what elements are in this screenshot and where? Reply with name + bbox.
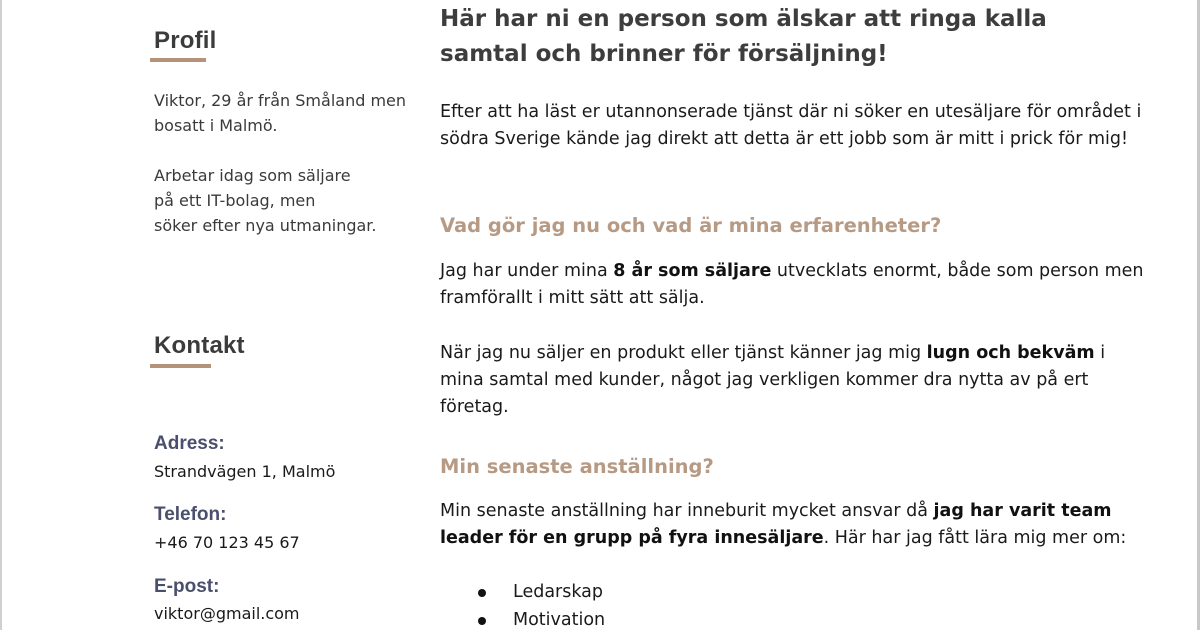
email-label: E-post: <box>154 576 220 597</box>
address-value: Strandvägen 1, Malmö <box>154 462 336 481</box>
experience-heading: Vad gör jag nu och vad är mina erfarenheter? <box>440 214 942 237</box>
bold-text-run: jag har varit team leader för en grupp på fyra innesäljare <box>440 501 1112 548</box>
bold-text-run: 8 år som säljare <box>613 261 772 281</box>
phone-value: +46 70 123 45 67 <box>154 533 300 552</box>
phone-label: Telefon: <box>154 504 227 525</box>
profile-heading-underline <box>150 58 206 62</box>
profile-line: Arbetar idag som säljare <box>154 166 351 185</box>
letter-title: Här har ni en person som älskar att ringa kalla samtal och brinner för försäljning! <box>440 6 1047 67</box>
contact-heading-underline <box>150 364 211 368</box>
address-label: Adress: <box>154 433 225 454</box>
list-item-label: Ledarskap <box>513 582 604 602</box>
profile-text-2 <box>154 163 414 238</box>
bold-text-run: lugn och bekväm <box>926 343 1095 363</box>
email-value: viktor@gmail.com <box>154 604 300 623</box>
bullet-icon <box>478 617 486 625</box>
text-run: utvecklats enormt, både som person men framförallt i mitt sätt att sälja. <box>440 261 1144 308</box>
profile-line: söker efter nya utmaningar. <box>154 216 377 235</box>
text-run: När jag nu säljer en produkt eller tjänst känner jag mig <box>440 343 927 363</box>
profile-line: bosatt i Malmö. <box>154 116 278 135</box>
profile-text-1 <box>154 88 414 138</box>
profile-heading: Profil <box>154 27 217 54</box>
text-run: Jag har under mina <box>440 261 614 281</box>
text-run: i mina samtal med kunder, något jag verkligen kommer dra nytta av på ert företag. <box>440 343 1106 417</box>
list-item <box>440 578 605 606</box>
skills-list <box>440 578 605 634</box>
sidebar <box>0 0 420 630</box>
list-item-label: Motivation <box>513 610 606 630</box>
profile-line: på ett IT-bolag, men <box>154 191 316 210</box>
contact-heading: Kontakt <box>154 332 245 359</box>
bullet-icon <box>478 589 486 597</box>
latest-job-heading: Min senaste anställning? <box>440 455 714 478</box>
experience-paragraph-1 <box>440 258 1145 312</box>
latest-job-paragraph <box>440 498 1145 552</box>
text-run: . Här har jag fått lära mig mer om: <box>823 528 1127 548</box>
main-content <box>440 0 1170 630</box>
text-run: Min senaste anställning har inneburit mycket ansvar då <box>440 501 934 521</box>
intro-paragraph: Efter att ha läst er utannonserade tjänst där ni söker en utesäljare för området i södra Sverige kände jag direkt att detta är ett jobb som är mitt i prick för mig! <box>440 102 1142 149</box>
experience-paragraph-2 <box>440 340 1145 421</box>
profile-line: Viktor, 29 år från Småland men <box>154 91 407 110</box>
